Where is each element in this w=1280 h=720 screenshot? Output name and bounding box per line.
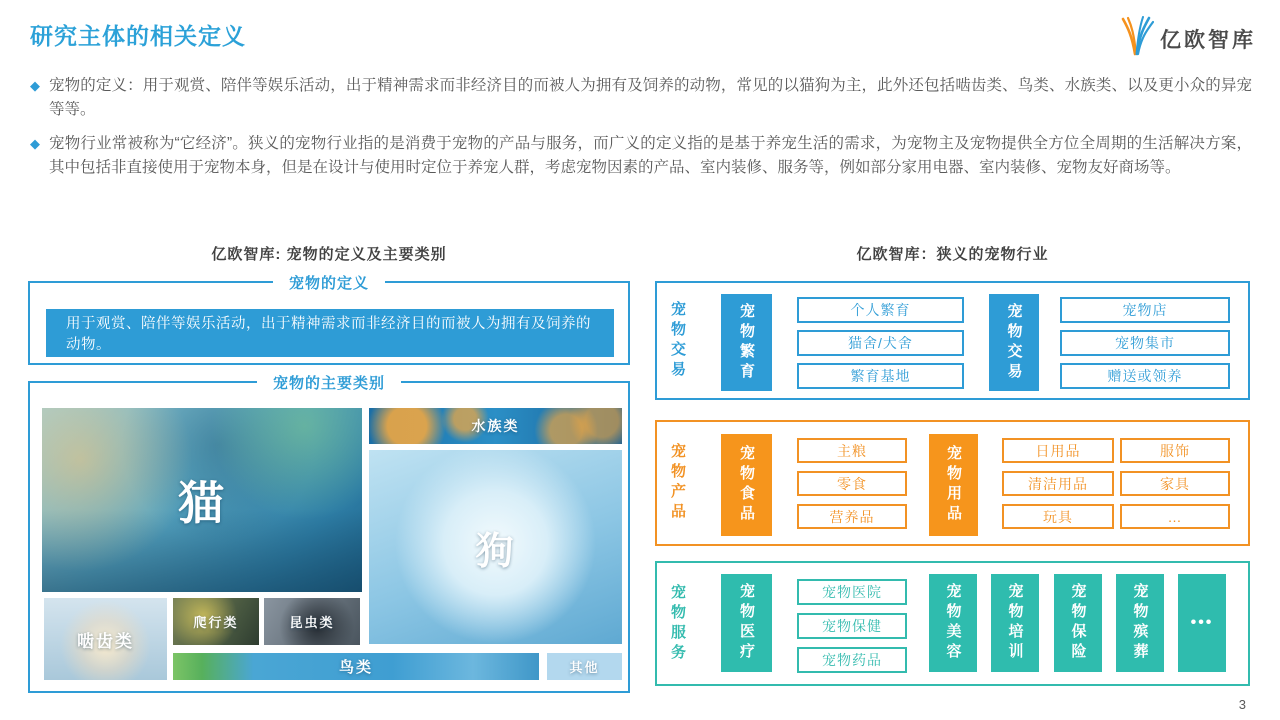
diamond-bullet-icon: ◆ <box>30 136 40 151</box>
diagram-item-nutrition: 营养品 <box>797 504 907 529</box>
pet-breeding-subgroup: 宠物繁育 <box>721 294 772 391</box>
insect-photo <box>264 598 360 645</box>
cat-photo <box>42 408 362 592</box>
pet-medical-subgroup: 宠物医疗 <box>721 574 772 672</box>
brand-logo-text: 亿欧智库 <box>1160 28 1256 52</box>
pet-trading-group <box>655 281 1250 400</box>
pet-services-group-label: 宠物服务 <box>669 583 686 664</box>
diagram-item-pet-hospital: 宠物医院 <box>797 579 907 605</box>
bullet-text: 宠物行业常被称为“它经济”。狭义的宠物行业指的是消费于宠物的产品与服务，而广义的定义指的是基于养宠生活的需求，为宠物主及宠物提供全方位全周期的生活解决方案，其中包括非直接使用于宠物本身，但是在设计与使用时定位于养宠人群，考虑宠物因素的产品、室内装修、服务等，例如部分家用电器、室内装修、宠物友好商场等。 <box>49 135 1252 176</box>
diagram-item-breeding-base: 繁育基地 <box>797 363 964 389</box>
bullet-pet-industry <box>30 132 1252 180</box>
pet-categories-panel-legend: 宠物的主要类别 <box>257 372 401 393</box>
diagram-item-pet-store: 宠物店 <box>1060 297 1230 323</box>
bird-photo <box>173 653 539 680</box>
diagram-item-cattery-kennel: 猫舍/犬舍 <box>797 330 964 356</box>
diagram-item-toys: 玩具 <box>1002 504 1114 529</box>
pet-funeral-subgroup: 宠物殡葬 <box>1116 574 1164 672</box>
pet-training-subgroup: 宠物培训 <box>991 574 1039 672</box>
dog-label: 狗 <box>475 530 516 573</box>
diagram-item-pet-healthcare: 宠物保健 <box>797 613 907 639</box>
bullet-text: 宠物的定义：用于观赏、陪伴等娱乐活动，出于精神需求而非经济目的而被人为拥有及饲养的动物，常见的以猫狗为主，此外还包括啮齿类、鸟类、水族类、以及更小众的异宠等等。 <box>49 77 1252 118</box>
intro-bullets <box>30 74 1252 190</box>
cat-label: 猫 <box>178 477 226 529</box>
right-section-title: 亿欧智库：狭义的宠物行业 <box>856 246 1049 263</box>
aquatic-label: 水族类 <box>471 418 520 434</box>
pet-definition-panel <box>28 275 630 365</box>
other-category-tile <box>547 653 622 680</box>
brand-logo <box>1118 16 1256 61</box>
pet-definition-panel-legend: 宠物的定义 <box>273 272 385 293</box>
diagram-item-pet-market: 宠物集市 <box>1060 330 1230 356</box>
diagram-item-furniture: 家具 <box>1120 471 1230 496</box>
pet-food-subgroup: 宠物食品 <box>721 434 772 536</box>
reptile-photo <box>173 598 259 645</box>
aquatic-photo <box>369 408 622 444</box>
left-section-title: 亿欧智库: 宠物的定义及主要类别 <box>211 246 447 263</box>
rodent-photo <box>44 598 167 680</box>
page-title: 研究主体的相关定义 <box>30 23 246 49</box>
diagram-item-snacks: 零食 <box>797 471 907 496</box>
page-number: 3 <box>1238 697 1246 712</box>
services-more-ellipsis: ••• <box>1178 574 1226 672</box>
pet-supplies-subgroup: 宠物用品 <box>929 434 978 536</box>
brand-logo-icon <box>1118 16 1154 61</box>
diagram-item-cleaning-supplies: 清洁用品 <box>1002 471 1114 496</box>
pet-grooming-subgroup: 宠物美容 <box>929 574 977 672</box>
diagram-item-daily-supplies: 日用品 <box>1002 438 1114 463</box>
pet-trading-group-label: 宠物交易 <box>669 300 686 381</box>
diagram-item-personal-breeding: 个人繁育 <box>797 297 964 323</box>
pet-services-group <box>655 561 1250 686</box>
diagram-item-gift-adoption: 赠送或领养 <box>1060 363 1230 389</box>
pet-products-group <box>655 420 1250 546</box>
insect-label: 昆虫类 <box>289 615 335 630</box>
pet-insurance-subgroup: 宠物保险 <box>1054 574 1102 672</box>
dog-photo <box>369 450 622 644</box>
bird-label: 鸟类 <box>338 659 373 676</box>
reptile-label: 爬行类 <box>193 615 239 630</box>
diagram-item-pet-medicine: 宠物药品 <box>797 647 907 673</box>
diamond-bullet-icon: ◆ <box>30 78 40 93</box>
pet-trading-subgroup: 宠物交易 <box>989 294 1039 391</box>
diagram-item-apparel: 服饰 <box>1120 438 1230 463</box>
pet-definition-text: 用于观赏、陪伴等娱乐活动，出于精神需求而非经济目的而被人为拥有及饲养的动物。 <box>46 309 614 357</box>
other-label: 其他 <box>569 660 600 675</box>
pet-categories-panel <box>28 375 630 693</box>
pet-products-group-label: 宠物产品 <box>669 443 686 523</box>
bullet-pet-definition <box>30 74 1252 122</box>
rodent-label: 啮齿类 <box>77 631 134 651</box>
diagram-item-more-ellipsis: … <box>1120 504 1230 529</box>
diagram-item-staple-food: 主粮 <box>797 438 907 463</box>
